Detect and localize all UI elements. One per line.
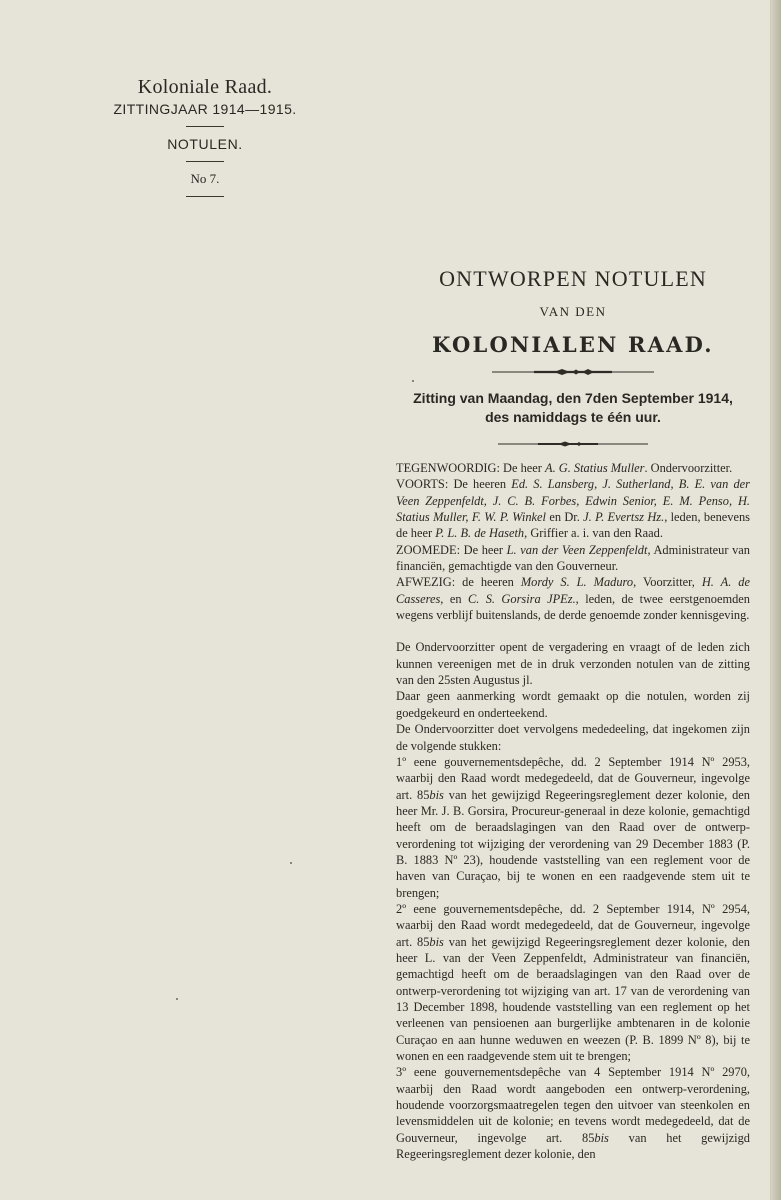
title-block (396, 262, 750, 449)
attendance-also: ZOOMEDE: De heer L. van der Veen Zeppenfeldt, Administrateur van financiën, gemachtigde van den Gouverneur. (396, 542, 751, 574)
proceedings-announcement: De Ondervoorzitter doet vervolgens mededeeling, dat ingekomen zijn de volgende stukken: (396, 722, 750, 753)
council-name: KOLONIALEN RAAD. (432, 332, 714, 357)
title-connector: VAN DEN (539, 304, 607, 319)
attendance-present: TEGENWOORDIG: De heer A. G. Statius Muller. Ondervoorzitter. (396, 461, 733, 475)
incoming-item-2: 2º eene gouvernementsdepêche, dd. 2 September 1914, Nº 2954, waarbij den Raad wordt medegedeeld, dat de Gouverneur, ingevolge art. 85bis van het gewijzigd Regeeringsreglement dezer kolonie, den heer L. van der Veen Zeppenfeldt, Administrateur van financiën, gemachtigd heeft om de beraadslagingen van den Raad over de ontwerp-verordening tot wijziging van art. 17 van de verordening van 13 December 1898, houdende vaststelling van een reglement op het verleenen van pensioenen aan burgerlijke ambtenaren in de kolonie Curaçao en aan hunne weduwen en weezen (P. B. 1899 Nº 8), bij te wonen en een raadgevende stem uit te brengen; (396, 901, 751, 1064)
proceedings-approval: Daar geen aanmerking wordt gemaakt op die notulen, worden zij goedgekeurd en onderteekend. (396, 689, 750, 720)
minutes-body (396, 460, 750, 1162)
incoming-item-1: 1º eene gouvernementsdepêche, dd. 2 September 1914 Nº 2953, waarbij den Raad wordt medegedeeld, dat de Gouverneur, ingevolge art. 85bis van het gewijzigd Regeeringsreglement dezer kolonie, den heer Mr. J. B. Gorsira, Procureur-generaal in deze kolonie, gemachtigd heeft om de beraadslagingen van den Raad over de ontwerp-verordening tot wijziging der verordening van 29 December 1883 (P. B. 1883 Nº 23), houdende vaststelling van een reglement voor de haven van Curaçao, bij te wonen en een raadgevende stem uit te brengen; (396, 754, 751, 900)
issue-number: No 7. (190, 171, 220, 186)
header-rule (186, 161, 224, 162)
attendance-others: VOORTS: De heeren Ed. S. Lansberg, J. Sutherland, B. E. van der Veen Zeppenfeldt, J. C. B. Forbes, Edwin Senior, E. M. Penso, H. Statius Muller, F. W. P. Winkel en Dr. J. P. Evertsz Hz., leden, benevens de heer P. L. B. de Haseth, Griffier a. i. van den Raad. (396, 477, 750, 541)
main-title: ONTWORPEN NOTULEN (439, 266, 707, 291)
header-block (100, 76, 310, 206)
ornament-rule (492, 367, 654, 377)
paragraph-gap (396, 623, 750, 639)
council-title: Koloniale Raad. (137, 76, 273, 98)
session-year: ZITTINGJAAR 1914—1915. (113, 101, 297, 117)
header-rule (186, 196, 224, 197)
sitting-line-2: des namiddags te één uur. (485, 409, 661, 425)
proceedings-opening: De Ondervoorzitter opent de vergadering en vraagt of de leden zich kunnen vereenigen met de in druk verzonden notulen van de zitting van den 25sten Augustus jl. (396, 640, 750, 688)
section-label: NOTULEN. (167, 136, 243, 152)
attendance-absent: AFWEZIG: de heeren Mordy S. L. Maduro, Voorzitter, H. A. de Casseres, en C. S. Gorsira JPEz., leden, de twee eerstgenoemden wegens verblijf buitenslands, de derde genoemde zonder kennisgeving. (396, 575, 750, 623)
header-rule (186, 126, 224, 127)
ornament-rule-small (498, 439, 648, 449)
page-edge (771, 0, 781, 1200)
speck (290, 862, 292, 864)
speck (176, 998, 178, 1000)
incoming-item-3: 3º eene gouvernementsdepêche van 4 September 1914 Nº 2970, waarbij den Raad wordt aangeboden een ontwerp-verordening, houdende voorzorgsmaatregelen tegen den uitvoer van steenkolen en levensmiddelen uit de kolonie; en tevens wordt medegedeeld, dat de Gouverneur, ingevolge art. 85bis van het gewijzigd Regeeringsreglement dezer kolonie, den (396, 1065, 750, 1162)
sitting-line-1: Zitting van Maandag, den 7den September 1914, (413, 390, 733, 406)
sitting-date (396, 389, 750, 427)
